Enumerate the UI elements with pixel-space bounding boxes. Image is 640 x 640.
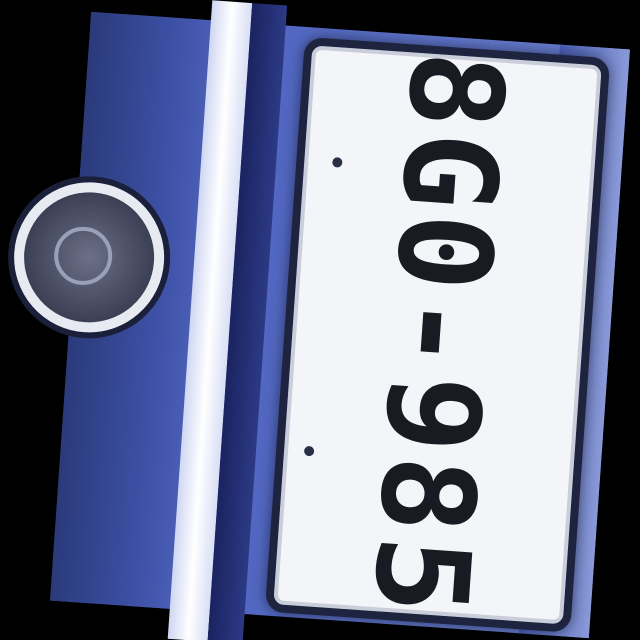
license-plate bbox=[265, 37, 610, 633]
vehicle-body bbox=[50, 12, 630, 638]
rivet-icon bbox=[304, 446, 315, 457]
rivet-icon bbox=[332, 157, 343, 168]
plate-number: 8G0-985 bbox=[343, 46, 532, 624]
